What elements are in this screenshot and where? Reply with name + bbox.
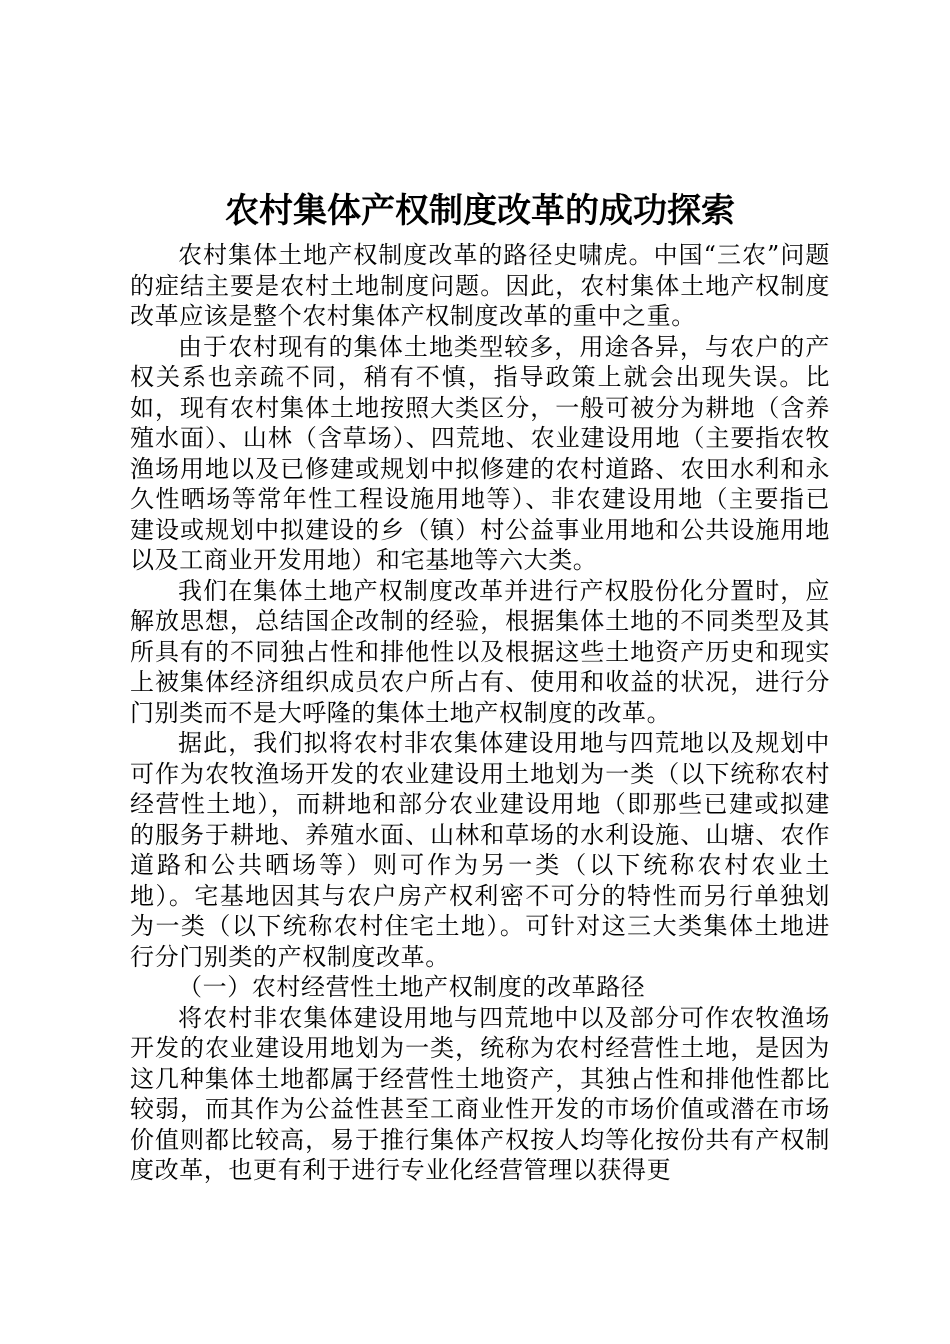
section-heading: （一）农村经营性土地产权制度的改革路径 (178, 973, 646, 1001)
paragraph-section-body: 将农村非农集体建设用地与四荒地中以及部分可作农牧渔场开发的农业建设用地划为一类，统称为农村经营性土地，是因为这几种集体土地都属于经营性土地资产，其独占性和排他性都比较弱，而其作为公益性甚至工商业性开发的市场价值或潜在市场价值则都比较高，易于推行集体产权按人均等化按份共有产权制度改革，也更有利于进行专业化经营管理以获得更 (130, 1003, 830, 1184)
paragraph-land-types: 由于农村现有的集体土地类型较多，用途各异，与农户的产权关系也亲疏不同，稍有不慎，指导政策上就会出现失误。比如，现有农村集体土地按照大类区分，一般可被分为耕地（含养殖水面）、山林（含草场）、四荒地、农业建设用地（主要指农牧渔场用地以及已修建或规划中拟修建的农村道路、农田水利和永久性晒场等常年性工程设施用地等）、非农建设用地（主要指已建设或规划中拟建设的乡（镇）村公益事业用地和公共设施用地以及工商业开发用地）和宅基地等六大类。 (130, 332, 830, 574)
paragraph-classification: 据此，我们拟将农村非农集体建设用地与四荒地以及规划中可作为农牧渔场开发的农业建设用土地划为一类（以下统称农村经营性土地），而耕地和部分农业建设用地（即那些已建或拟建的服务于耕地、养殖水面、山林和草场的水利设施、山塘、农作道路和公共晒场等）则可作为另一类（以下统称农村农业土地）。宅基地因其与农户房产权利密不可分的特性而另行单独划为一类（以下统称农村住宅土地）。可针对这三大类集体土地进行分门别类的产权制度改革。 (130, 729, 830, 971)
document-page (130, 186, 830, 1186)
document-title: 农村集体产权制度改革的成功探索 (225, 191, 735, 231)
paragraph-reform-approach: 我们在集体土地产权制度改革并进行产权股份化分置时，应解放思想，总结国企改制的经验，根据集体土地的不同类型及其所具有的不同独占性和排他性以及根据这些土地资产历史和现实上被集体经济组织成员农户所占有、使用和收益的状况，进行分门别类而不是大呼隆的集体土地产权制度的改革。 (130, 576, 830, 727)
paragraph-intro: 农村集体土地产权制度改革的路径史啸虎。中国“三农”问题的症结主要是农村土地制度问题。因此，农村集体土地产权制度改革应该是整个农村集体产权制度改革的重中之重。 (130, 241, 830, 330)
